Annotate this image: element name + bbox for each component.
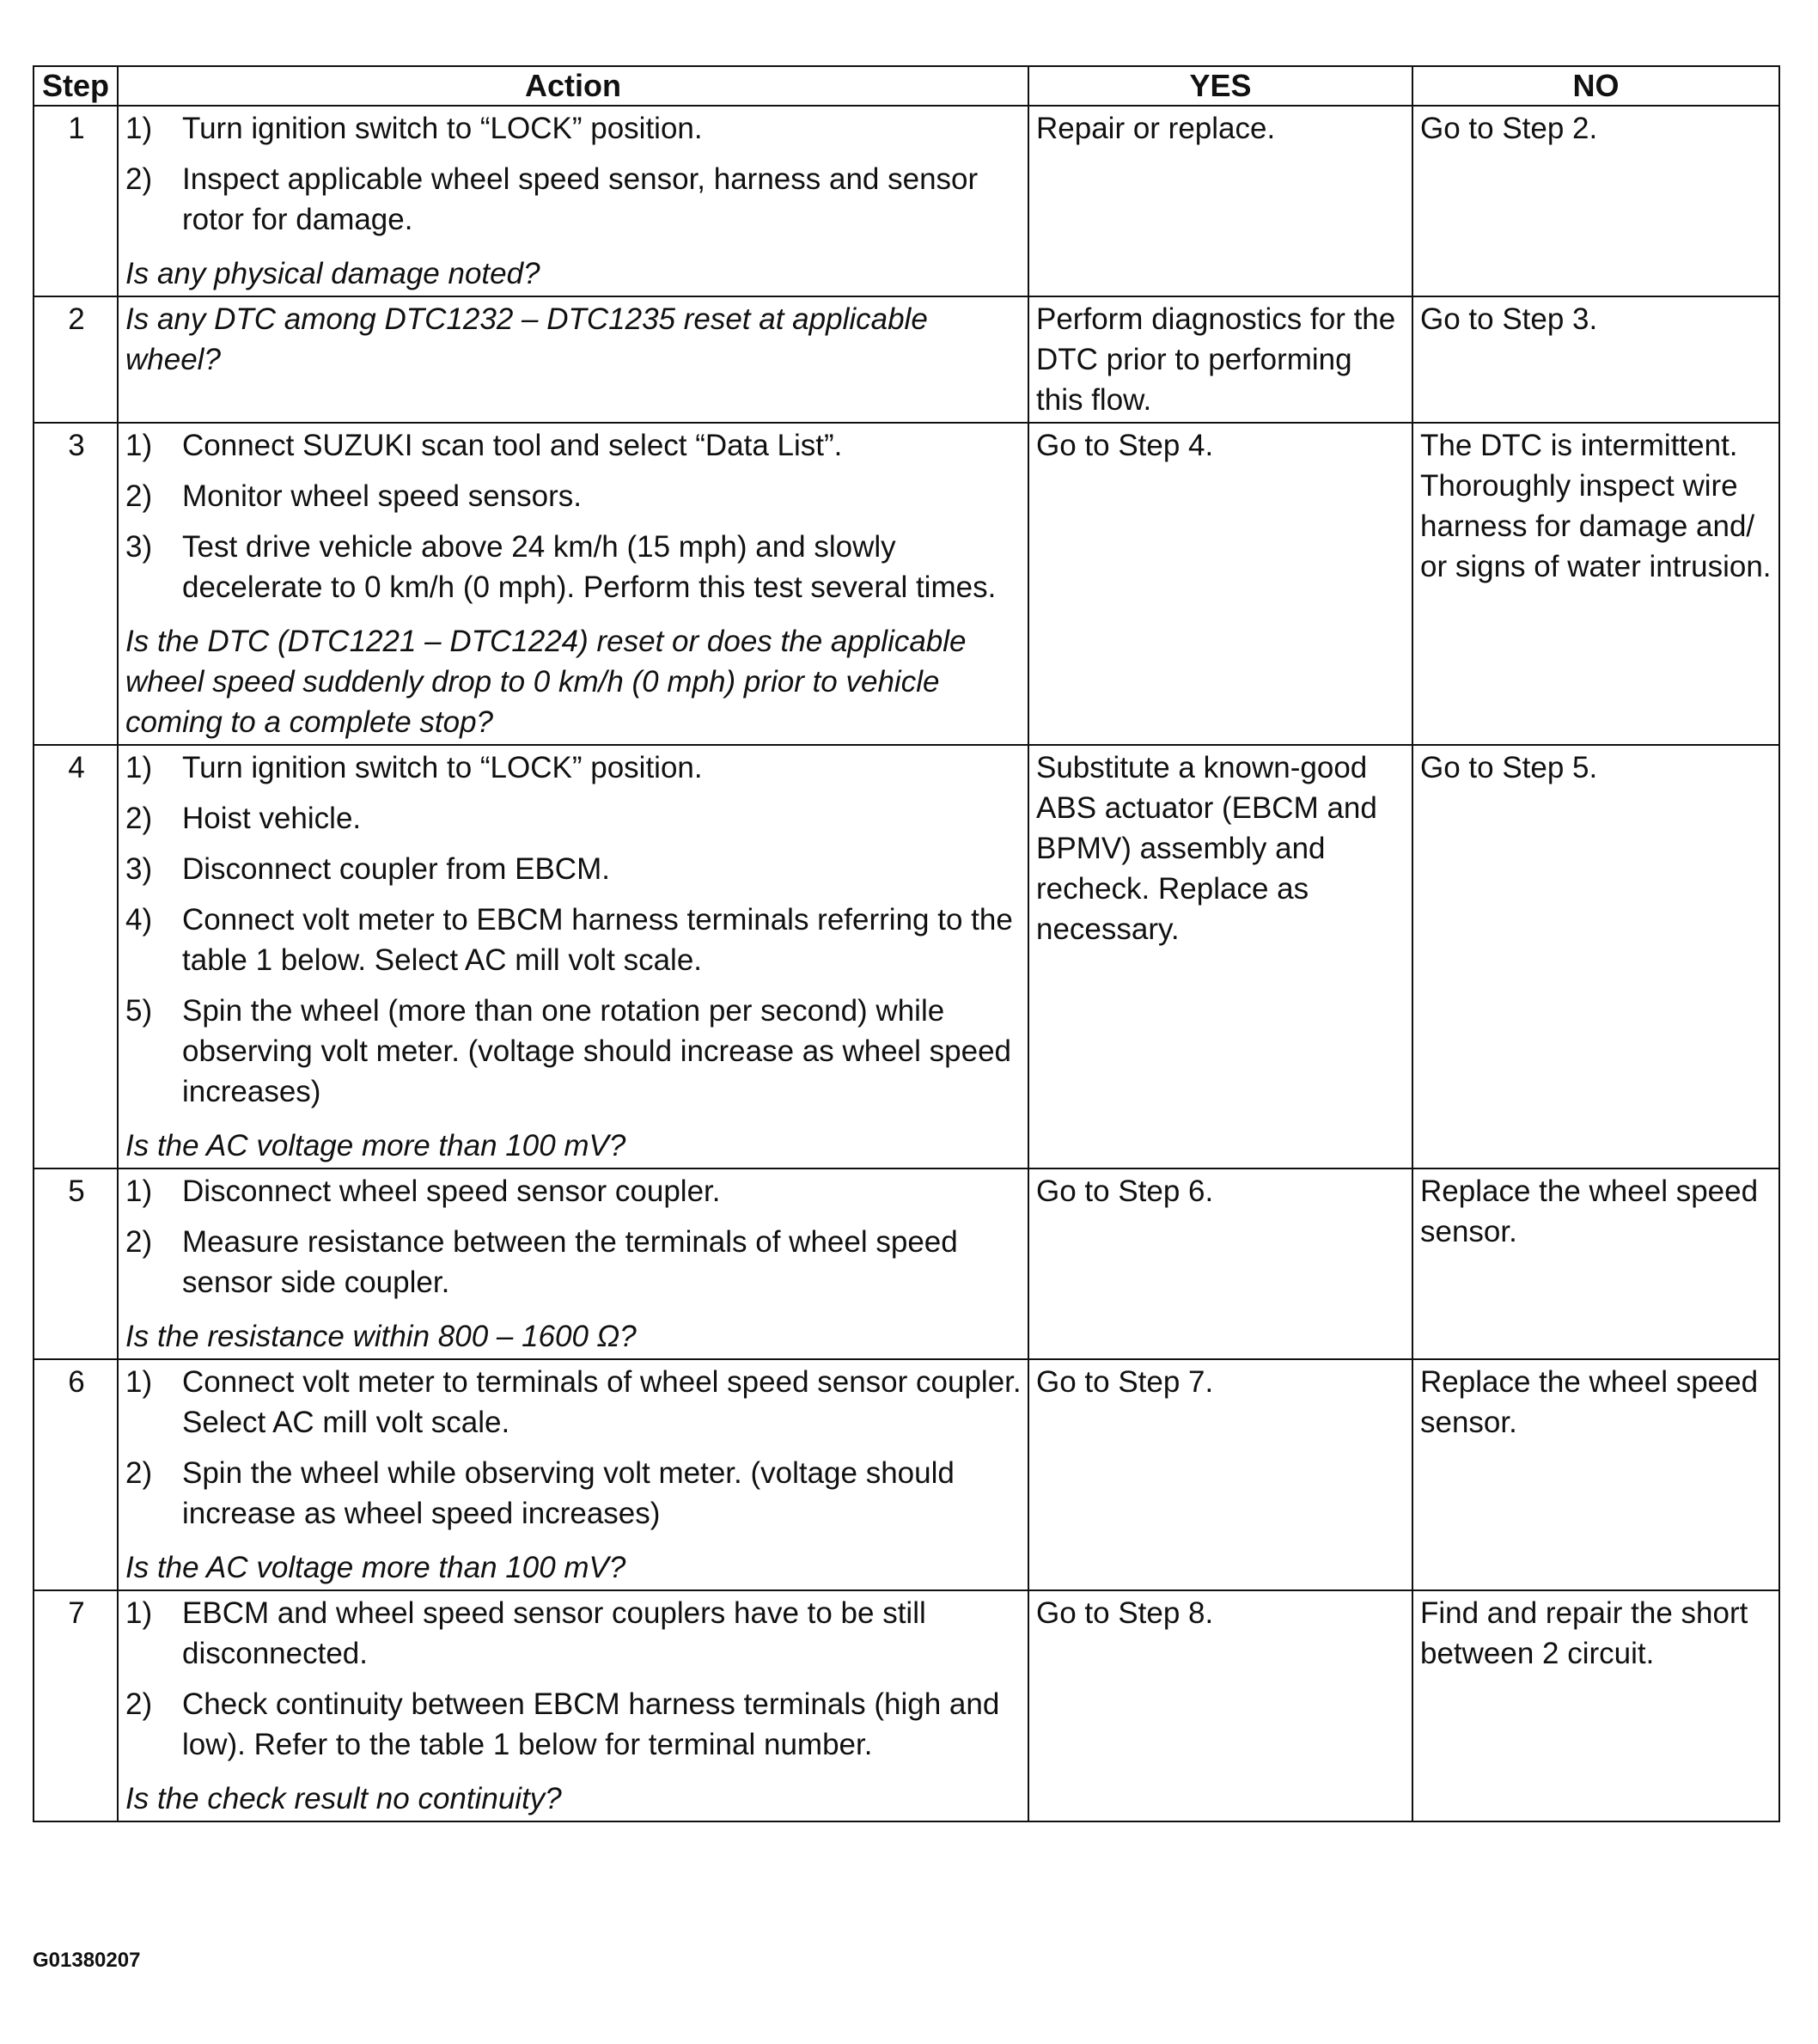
- action-item-number: 2): [125, 1225, 153, 1259]
- step-question: Is the resistance within 800 – 1600 Ω?: [125, 1320, 637, 1353]
- action-item-text: Disconnect coupler from EBCM.: [182, 852, 610, 886]
- action-item: [125, 747, 1022, 788]
- figure-code: G01380207: [33, 1949, 141, 1972]
- action-item: [125, 476, 1022, 516]
- action-item-text: Spin the wheel while observing volt meter. (voltage should increase as wheel speed increases): [182, 1456, 955, 1530]
- action-cell: [118, 1168, 1028, 1359]
- action-cell: [118, 1359, 1028, 1590]
- action-item: [125, 900, 1022, 980]
- action-item-number: 1): [125, 429, 153, 462]
- yes-cell: Perform diagnostics for the DTC prior to performing this flow.: [1028, 296, 1412, 423]
- step-question: Is the AC voltage more than 100 mV?: [125, 1129, 626, 1162]
- step-question: Is the AC voltage more than 100 mV?: [125, 1551, 626, 1584]
- action-list: [125, 108, 1022, 240]
- action-cell: [118, 106, 1028, 296]
- yes-cell: Go to Step 7.: [1028, 1359, 1412, 1590]
- action-item-number: 2): [125, 479, 153, 513]
- table-row: [34, 423, 1779, 745]
- step-number: 5: [34, 1168, 118, 1359]
- step-number: 2: [34, 296, 118, 423]
- step-number: 3: [34, 423, 118, 745]
- action-item: [125, 1593, 1022, 1674]
- no-cell: Go to Step 2.: [1412, 106, 1779, 296]
- table-row: [34, 1359, 1779, 1590]
- action-list: [125, 747, 1022, 1112]
- action-list: [125, 1593, 1022, 1765]
- action-item-number: 3): [125, 852, 153, 886]
- action-item-text: Test drive vehicle above 24 km/h (15 mph) and slowly decelerate to 0 km/h (0 mph). Perform this test several times.: [182, 530, 997, 604]
- action-item-text: Disconnect wheel speed sensor coupler.: [182, 1175, 721, 1208]
- no-cell: The DTC is intermittent. Thoroughly inspect wire harness for damage and/ or signs of water intrusion.: [1412, 423, 1779, 745]
- action-item-number: 2): [125, 1687, 153, 1721]
- no-cell: Find and repair the short between 2 circuit.: [1412, 1590, 1779, 1821]
- header-no: NO: [1412, 66, 1779, 106]
- action-cell: [118, 1590, 1028, 1821]
- action-item: [125, 159, 1022, 240]
- action-item-number: 5): [125, 994, 153, 1028]
- table-row: [34, 745, 1779, 1168]
- yes-cell: Substitute a known-good ABS actuator (EBCM and BPMV) assembly and recheck. Replace as necessary.: [1028, 745, 1412, 1168]
- action-item: [125, 527, 1022, 607]
- action-item-number: 1): [125, 1365, 153, 1399]
- action-item-text: Turn ignition switch to “LOCK” position.: [182, 751, 703, 784]
- table-row: [34, 1590, 1779, 1821]
- action-item: [125, 1453, 1022, 1534]
- action-item-text: Connect SUZUKI scan tool and select “Data List”.: [182, 429, 843, 462]
- yes-cell: Repair or replace.: [1028, 106, 1412, 296]
- action-item-text: Turn ignition switch to “LOCK” position.: [182, 112, 703, 145]
- action-cell: [118, 296, 1028, 423]
- action-item-text: Measure resistance between the terminals of wheel speed sensor side coupler.: [182, 1225, 958, 1299]
- table-row: [34, 1168, 1779, 1359]
- action-item-text: Monitor wheel speed sensors.: [182, 479, 582, 513]
- header-action: Action: [118, 66, 1028, 106]
- action-item: [125, 849, 1022, 889]
- action-item-number: 4): [125, 903, 153, 937]
- action-item-text: Spin the wheel (more than one rotation per second) while observing volt meter. (voltage should increase as wheel speed increases): [182, 994, 1011, 1108]
- table-body: [34, 106, 1779, 1821]
- action-item-number: 2): [125, 162, 153, 196]
- step-question: Is any physical damage noted?: [125, 257, 540, 290]
- action-item-number: 1): [125, 1175, 153, 1208]
- diagnostic-flow-table: [33, 65, 1780, 1822]
- step-number: 7: [34, 1590, 118, 1821]
- no-cell: Go to Step 5.: [1412, 745, 1779, 1168]
- step-question: Is the DTC (DTC1221 – DTC1224) reset or does the applicable wheel speed suddenly drop to 0 km/h (0 mph) prior to vehicle coming to a complete stop?: [125, 625, 967, 739]
- action-item-text: Connect volt meter to terminals of wheel speed sensor coupler. Select AC mill volt scale.: [182, 1365, 1022, 1439]
- header-step: Step: [34, 66, 118, 106]
- action-item: [125, 1362, 1022, 1443]
- action-item: [125, 425, 1022, 466]
- action-cell: [118, 745, 1028, 1168]
- step-question: Is the check result no continuity?: [125, 1782, 562, 1815]
- no-cell: Replace the wheel speed sensor.: [1412, 1359, 1779, 1590]
- action-item: [125, 1222, 1022, 1303]
- action-item-text: Inspect applicable wheel speed sensor, harness and sensor rotor for damage.: [182, 162, 979, 236]
- table-row: [34, 296, 1779, 423]
- action-list: [125, 1171, 1022, 1303]
- yes-cell: Go to Step 8.: [1028, 1590, 1412, 1821]
- action-item-text: EBCM and wheel speed sensor couplers have to be still disconnected.: [182, 1596, 926, 1670]
- action-item: [125, 108, 1022, 149]
- action-cell: [118, 423, 1028, 745]
- action-item: [125, 991, 1022, 1112]
- yes-cell: Go to Step 4.: [1028, 423, 1412, 745]
- action-item: [125, 1171, 1022, 1211]
- step-number: 6: [34, 1359, 118, 1590]
- no-cell: Go to Step 3.: [1412, 296, 1779, 423]
- action-item-text: Connect volt meter to EBCM harness terminals referring to the table 1 below. Select AC mill volt scale.: [182, 903, 1013, 977]
- header-yes: YES: [1028, 66, 1412, 106]
- step-number: 4: [34, 745, 118, 1168]
- step-question: Is any DTC among DTC1232 – DTC1235 reset at applicable wheel?: [125, 302, 928, 376]
- action-list: [125, 1362, 1022, 1534]
- action-item-number: 2): [125, 802, 153, 835]
- action-item-text: Hoist vehicle.: [182, 802, 362, 835]
- action-item-text: Check continuity between EBCM harness terminals (high and low). Refer to the table 1 below for terminal number.: [182, 1687, 1000, 1761]
- action-item-number: 1): [125, 112, 153, 145]
- action-item-number: 2): [125, 1456, 153, 1490]
- action-item-number: 1): [125, 1596, 153, 1630]
- no-cell: Replace the wheel speed sensor.: [1412, 1168, 1779, 1359]
- action-item-number: 3): [125, 530, 153, 564]
- action-list: [125, 425, 1022, 607]
- table-header-row: [34, 66, 1779, 106]
- yes-cell: Go to Step 6.: [1028, 1168, 1412, 1359]
- action-item-number: 1): [125, 751, 153, 784]
- step-number: 1: [34, 106, 118, 296]
- table-row: [34, 106, 1779, 296]
- action-item: [125, 798, 1022, 839]
- action-item: [125, 1684, 1022, 1765]
